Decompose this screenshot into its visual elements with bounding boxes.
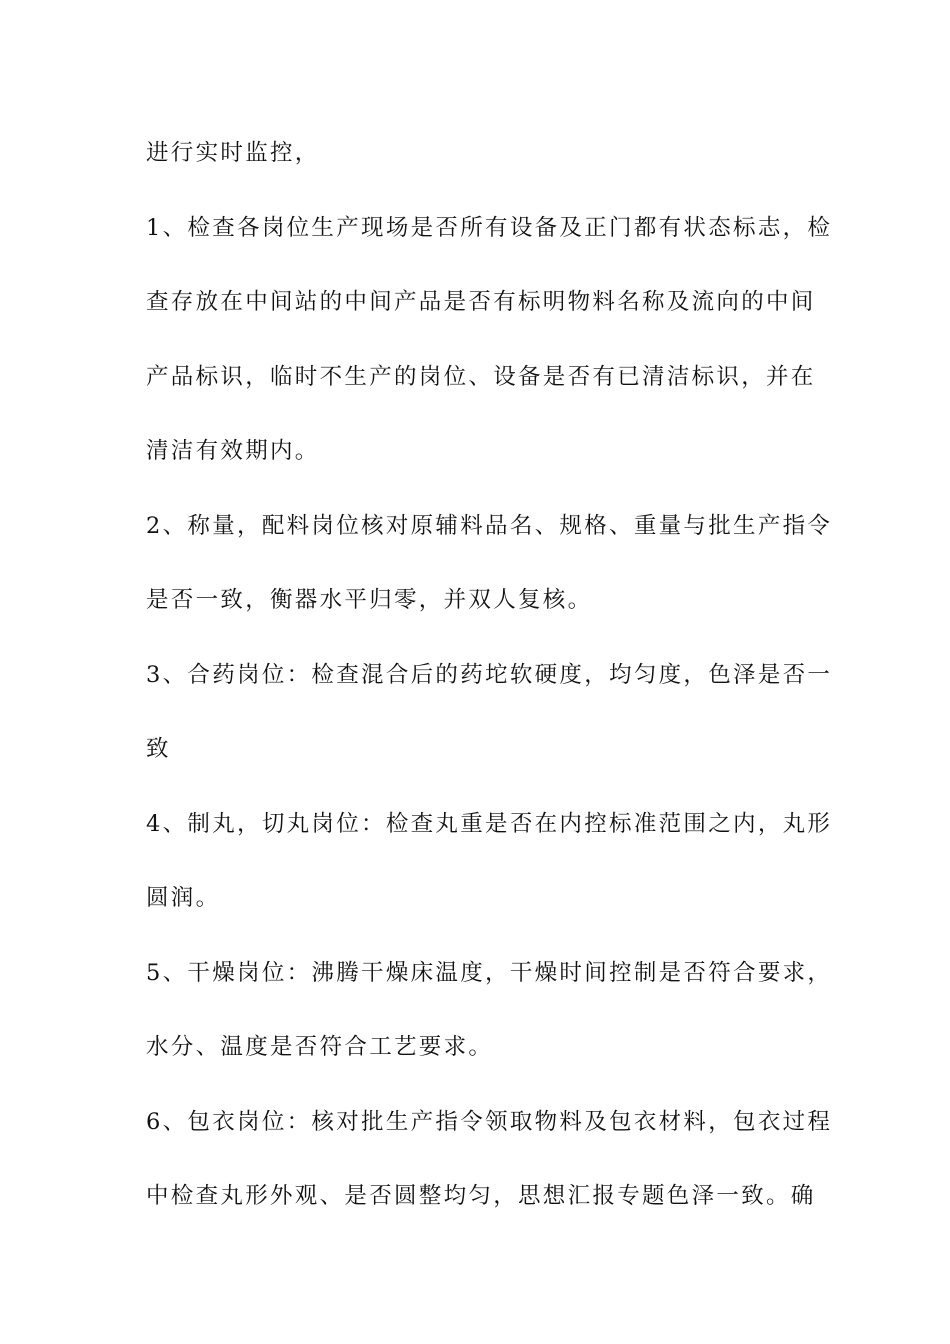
text-line: 查存放在中间站的中间产品是否有标明物料名称及流向的中间 [146, 289, 816, 315]
document-body [146, 128, 833, 1246]
text-line: 中检查丸形外观、是否圆整均匀，思想汇报专题色泽一致。确 [146, 1183, 816, 1209]
text-line: 4、制丸，切丸岗位：检查丸重是否在内控标准范围之内，丸形 [146, 810, 833, 837]
text-line: 6、包衣岗位：核对批生产指令领取物料及包衣材料，包衣过程 [146, 1108, 833, 1135]
text-line: 产品标识，临时不生产的岗位、设备是否有已清洁标识，并在 [146, 363, 816, 390]
text-line: 是否一致，衡器水平归零，并双人复核。 [146, 587, 593, 613]
text-line: 圆润。 [146, 885, 221, 911]
text-line: 5、干燥岗位：沸腾干燥床温度，干燥时间控制是否符合要求， [146, 959, 833, 986]
text-line: 致 [146, 736, 171, 762]
text-line: 水分、温度是否符合工艺要求。 [146, 1034, 494, 1060]
text-line: 3、合药岗位：检查混合后的药坨软硬度，均匀度，色泽是否一 [146, 661, 833, 688]
text-line: 2、称量，配料岗位核对原辅料品名、规格、重量与批生产指令 [146, 512, 833, 539]
text-line: 清洁有效期内。 [146, 438, 320, 464]
text-line: 进行实时监控， [146, 140, 320, 166]
text-line: 1、检查各岗位生产现场是否所有设备及正门都有状态标志，检 [146, 214, 833, 241]
